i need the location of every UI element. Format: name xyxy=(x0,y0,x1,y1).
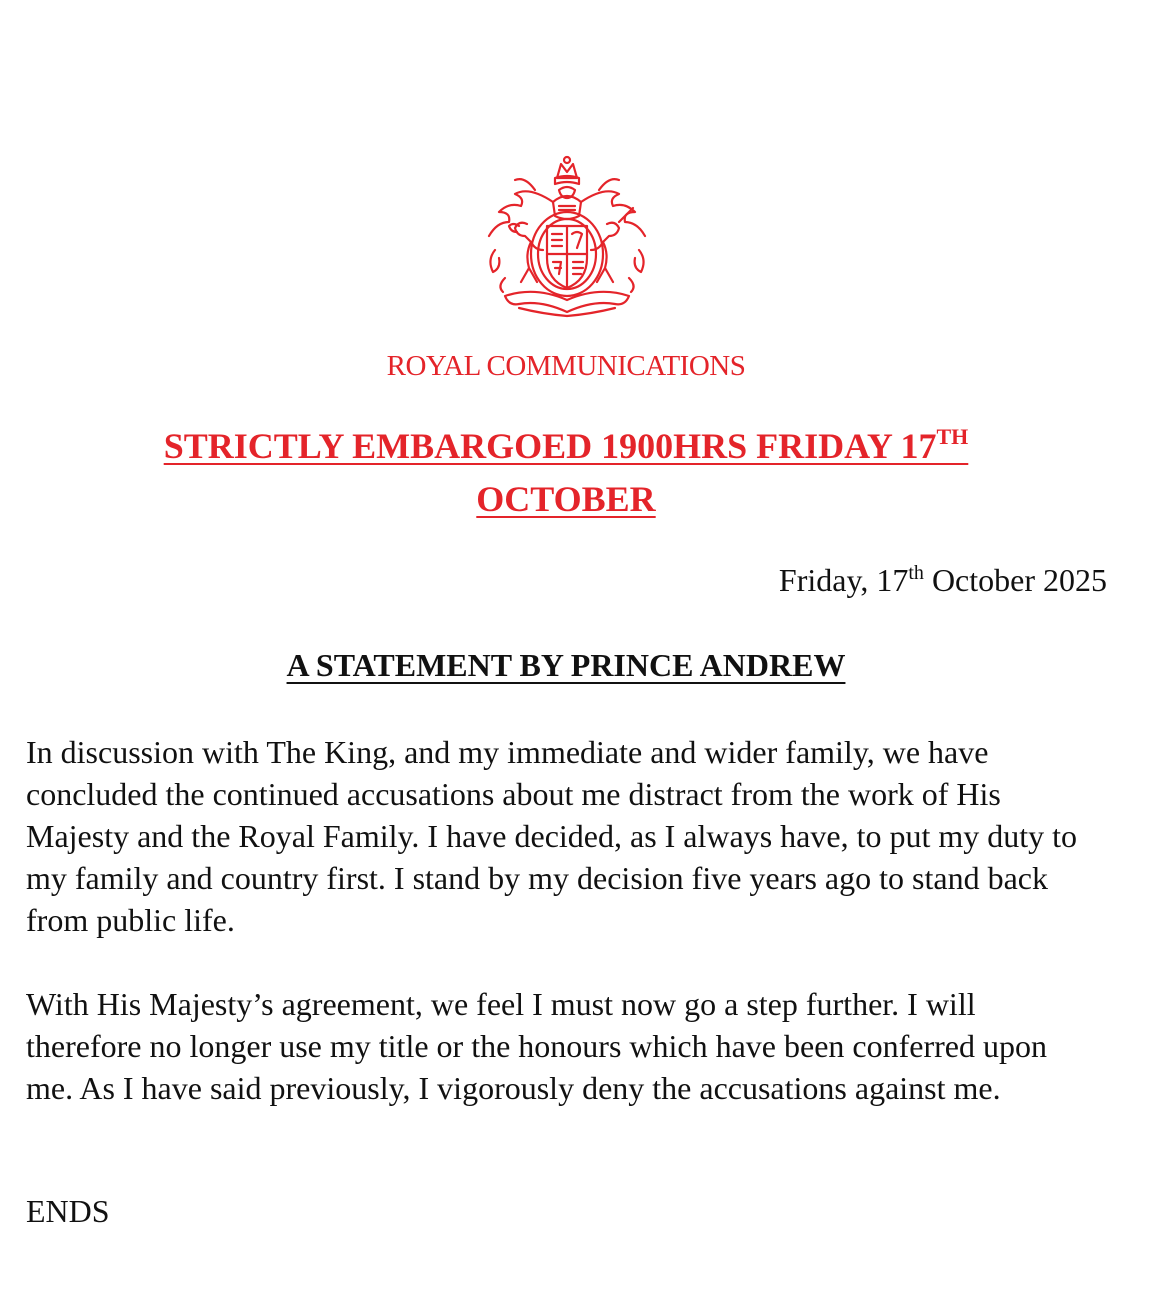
statement-heading: A STATEMENT BY PRINCE ANDREW xyxy=(286,647,846,683)
closing-ends: ENDS xyxy=(26,1193,110,1229)
embargo-line-2: OCTOBER xyxy=(476,479,656,519)
release-date: Friday, 17th October 2025 xyxy=(778,562,1107,598)
embargo-line-1: STRICTLY EMBARGOED 1900HRS FRIDAY 17TH xyxy=(163,424,969,466)
embargo-notice xyxy=(60,422,1072,523)
royal-coat-of-arms-icon xyxy=(475,150,660,320)
statement-paragraph-2: With His Majesty’s agreement, we feel I must now go a step further. I will therefore no longer use my title or the honours which have been conferred upon me. As I have said previously, I vigorously deny the accusations against me. xyxy=(26,986,1047,1106)
statement-paragraph-1: In discussion with The King, and my immediate and wider family, we have concluded the continued accusations about me distract from the work of His Majesty and the Royal Family. I have decided, as I always have, to put my duty to my family and country first. I stand by my decision five years ago to stand back from public life. xyxy=(26,734,1078,938)
department-name: ROYAL COMMUNICATIONS xyxy=(386,350,746,382)
